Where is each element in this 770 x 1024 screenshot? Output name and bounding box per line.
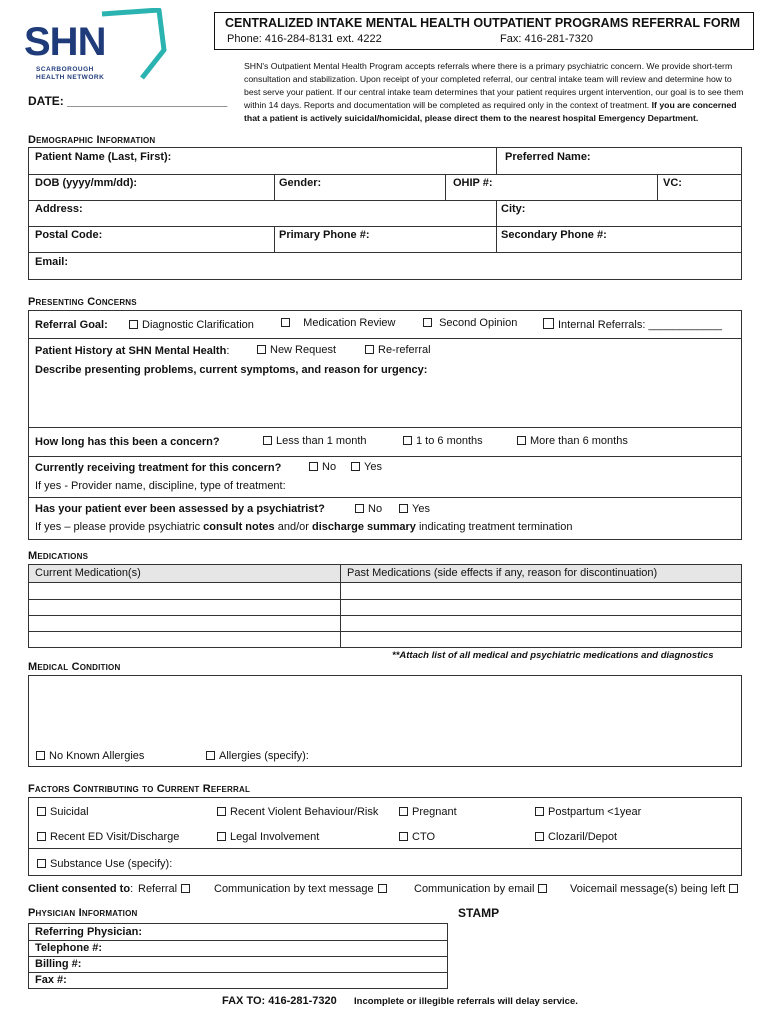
second-opinion-option[interactable]: Second Opinion — [423, 317, 517, 329]
current-treatment-yes[interactable]: Yes — [351, 461, 382, 473]
footer-warning: Incomplete or illegible referrals will delay service. — [354, 996, 578, 1007]
checkbox[interactable] — [543, 318, 554, 329]
consent-email[interactable]: Communication by email — [414, 883, 547, 895]
consent-voicemail[interactable]: Voicemail message(s) being left — [570, 883, 738, 895]
past-medications-header: Past Medications (side effects if any, reason for discontinuation) — [347, 567, 658, 579]
medications-heading: Medications — [28, 550, 89, 562]
logo-line1: SCARBOROUGH — [36, 66, 94, 73]
physician-table — [28, 923, 448, 989]
suicidal-option[interactable]: Suicidal — [37, 806, 89, 818]
current-treatment-label: Currently receiving treatment for this concern? — [35, 462, 282, 474]
checkbox[interactable] — [257, 345, 266, 354]
checkbox[interactable] — [129, 320, 138, 329]
patient-history-label: Patient History at SHN Mental Health: — [35, 345, 230, 357]
1-to-6-months-option[interactable]: 1 to 6 months — [403, 435, 483, 447]
checkbox[interactable] — [351, 462, 360, 471]
primary-phone-field[interactable]: Primary Phone #: — [279, 229, 370, 241]
attach-note: **Attach list of all medical and psychiatric medications and diagnostics — [392, 650, 714, 661]
telephone-field[interactable]: Telephone #: — [35, 942, 103, 954]
checkbox[interactable] — [36, 751, 45, 760]
gender-field[interactable]: Gender: — [279, 177, 322, 189]
internal-referrals-option[interactable]: Internal Referrals: ____________ — [543, 318, 722, 331]
stamp-label: STAMP — [458, 906, 500, 920]
secondary-phone-field[interactable]: Secondary Phone #: — [501, 229, 607, 241]
email-field[interactable]: Email: — [35, 256, 69, 268]
checkbox[interactable] — [535, 807, 544, 816]
ohip-field[interactable]: OHIP #: — [453, 177, 493, 189]
billing-field[interactable]: Billing #: — [35, 958, 82, 970]
presenting-heading: Presenting Concerns — [28, 296, 137, 308]
checkbox[interactable] — [37, 859, 46, 868]
checkbox[interactable] — [206, 751, 215, 760]
logo-line2: HEALTH NETWORK — [36, 74, 105, 81]
new-request-option[interactable]: New Request — [257, 344, 336, 356]
referral-goal-label: Referral Goal: — [35, 319, 108, 331]
factors-table — [28, 797, 742, 876]
checkbox[interactable] — [378, 884, 387, 893]
diagnostic-clarification-option[interactable]: Diagnostic Clarification — [129, 319, 254, 331]
re-referral-option[interactable]: Re-referral — [365, 344, 431, 356]
consent-text-message[interactable]: Communication by text message — [214, 883, 387, 895]
footer-fax: FAX TO: 416-281-7320 — [222, 995, 337, 1007]
checkbox[interactable] — [37, 807, 46, 816]
checkbox[interactable] — [423, 318, 432, 327]
date-field[interactable]: DATE: ________________________ — [28, 94, 228, 108]
header-fax: Fax: 416-281-7320 — [500, 33, 593, 45]
assessed-label: Has your patient ever been assessed by a psychiatrist? — [35, 503, 325, 515]
checkbox[interactable] — [399, 832, 408, 841]
physician-heading: Physician Information — [28, 907, 138, 919]
medications-table — [28, 564, 742, 648]
checkbox[interactable] — [403, 436, 412, 445]
checkbox[interactable] — [217, 832, 226, 841]
referring-physician-field[interactable]: Referring Physician: — [35, 926, 142, 938]
legal-involvement-option[interactable]: Legal Involvement — [217, 831, 319, 843]
medication-review-option[interactable]: Medication Review — [281, 317, 396, 329]
allergies-option[interactable]: Allergies (specify): — [206, 750, 309, 762]
checkbox[interactable] — [399, 807, 408, 816]
checkbox[interactable] — [365, 345, 374, 354]
checkbox[interactable] — [217, 807, 226, 816]
checkbox[interactable] — [538, 884, 547, 893]
preferred-name-field[interactable]: Preferred Name: — [505, 151, 591, 163]
demographic-table — [28, 147, 742, 280]
medical-heading: Medical Condition — [28, 661, 121, 673]
current-treatment-no[interactable]: No — [309, 461, 336, 473]
pregnant-option[interactable]: Pregnant — [399, 806, 457, 818]
checkbox[interactable] — [281, 318, 290, 327]
intro-warning: If you are concerned that a patient is actively suicidal/homicidal, please direct them to the nearest hospital Emergency Department. — [244, 100, 737, 123]
checkbox[interactable] — [37, 832, 46, 841]
city-field[interactable]: City: — [501, 203, 526, 215]
checkbox[interactable] — [535, 832, 544, 841]
how-long-label: How long has this been a concern? — [35, 436, 220, 448]
fax-field[interactable]: Fax #: — [35, 974, 67, 986]
ed-visit-option[interactable]: Recent ED Visit/Discharge — [37, 831, 179, 843]
cto-option[interactable]: CTO — [399, 831, 435, 843]
demographic-heading: Demographic Information — [28, 134, 156, 146]
checkbox[interactable] — [729, 884, 738, 893]
consent-label: Client consented to: — [28, 883, 134, 895]
substance-use-option[interactable]: Substance Use (specify): — [37, 858, 172, 870]
assessed-no[interactable]: No — [355, 503, 382, 515]
more-than-6-months-option[interactable]: More than 6 months — [517, 435, 628, 447]
no-known-allergies-option[interactable]: No Known Allergies — [36, 750, 144, 762]
header-phone: Phone: 416-284-8131 ext. 4222 — [227, 33, 382, 45]
header-box — [214, 12, 754, 50]
assessed-yes[interactable]: Yes — [399, 503, 430, 515]
logo-short-name: SHN — [24, 20, 106, 64]
checkbox[interactable] — [263, 436, 272, 445]
dob-field[interactable]: DOB (yyyy/mm/dd): — [35, 177, 138, 189]
consult-notes-instruction: If yes – please provide psychiatric consult notes and/or discharge summary indicating treatment termination — [35, 521, 573, 533]
address-field[interactable]: Address: — [35, 203, 83, 215]
vc-field[interactable]: VC: — [663, 177, 682, 189]
presenting-table — [28, 310, 742, 540]
checkbox[interactable] — [399, 504, 408, 513]
less-than-1-month-option[interactable]: Less than 1 month — [263, 435, 367, 447]
form-title: CENTRALIZED INTAKE MENTAL HEALTH OUTPATIENT PROGRAMS REFERRAL FORM — [225, 16, 741, 30]
checkbox[interactable] — [355, 504, 364, 513]
postpartum-option[interactable]: Postpartum <1year — [535, 806, 641, 818]
clozaril-option[interactable]: Clozaril/Depot — [535, 831, 617, 843]
provider-details-field[interactable]: If yes - Provider name, discipline, type of treatment: — [35, 480, 286, 492]
postal-code-field[interactable]: Postal Code: — [35, 229, 103, 241]
checkbox[interactable] — [309, 462, 318, 471]
intro-paragraph — [244, 60, 748, 125]
factors-heading: Factors Contributing to Current Referral — [28, 783, 251, 795]
violent-behaviour-option[interactable]: Recent Violent Behaviour/Risk — [217, 806, 378, 818]
checkbox[interactable] — [181, 884, 190, 893]
patient-name-field[interactable]: Patient Name (Last, First): — [35, 151, 172, 163]
checkbox[interactable] — [517, 436, 526, 445]
shn-logo — [24, 8, 174, 86]
current-medication-header: Current Medication(s) — [35, 567, 141, 579]
describe-problems-field[interactable]: Describe presenting problems, current symptoms, and reason for urgency: — [35, 364, 428, 376]
intro-text: SHN's Outpatient Mental Health Program accepts referrals where there is a primary psychiatric concern. We provide short-term consultation and stabilization. Upon receipt of your completed referral, our central intake team will review and determine how to best serve your patient. If our central intake team determines that your patient requires urgent intervention, our goal is to see them within 14 days. Reports and documentation will be completed as required only in the context of treatment. — [244, 61, 744, 110]
consent-referral[interactable]: Referral — [138, 883, 190, 895]
